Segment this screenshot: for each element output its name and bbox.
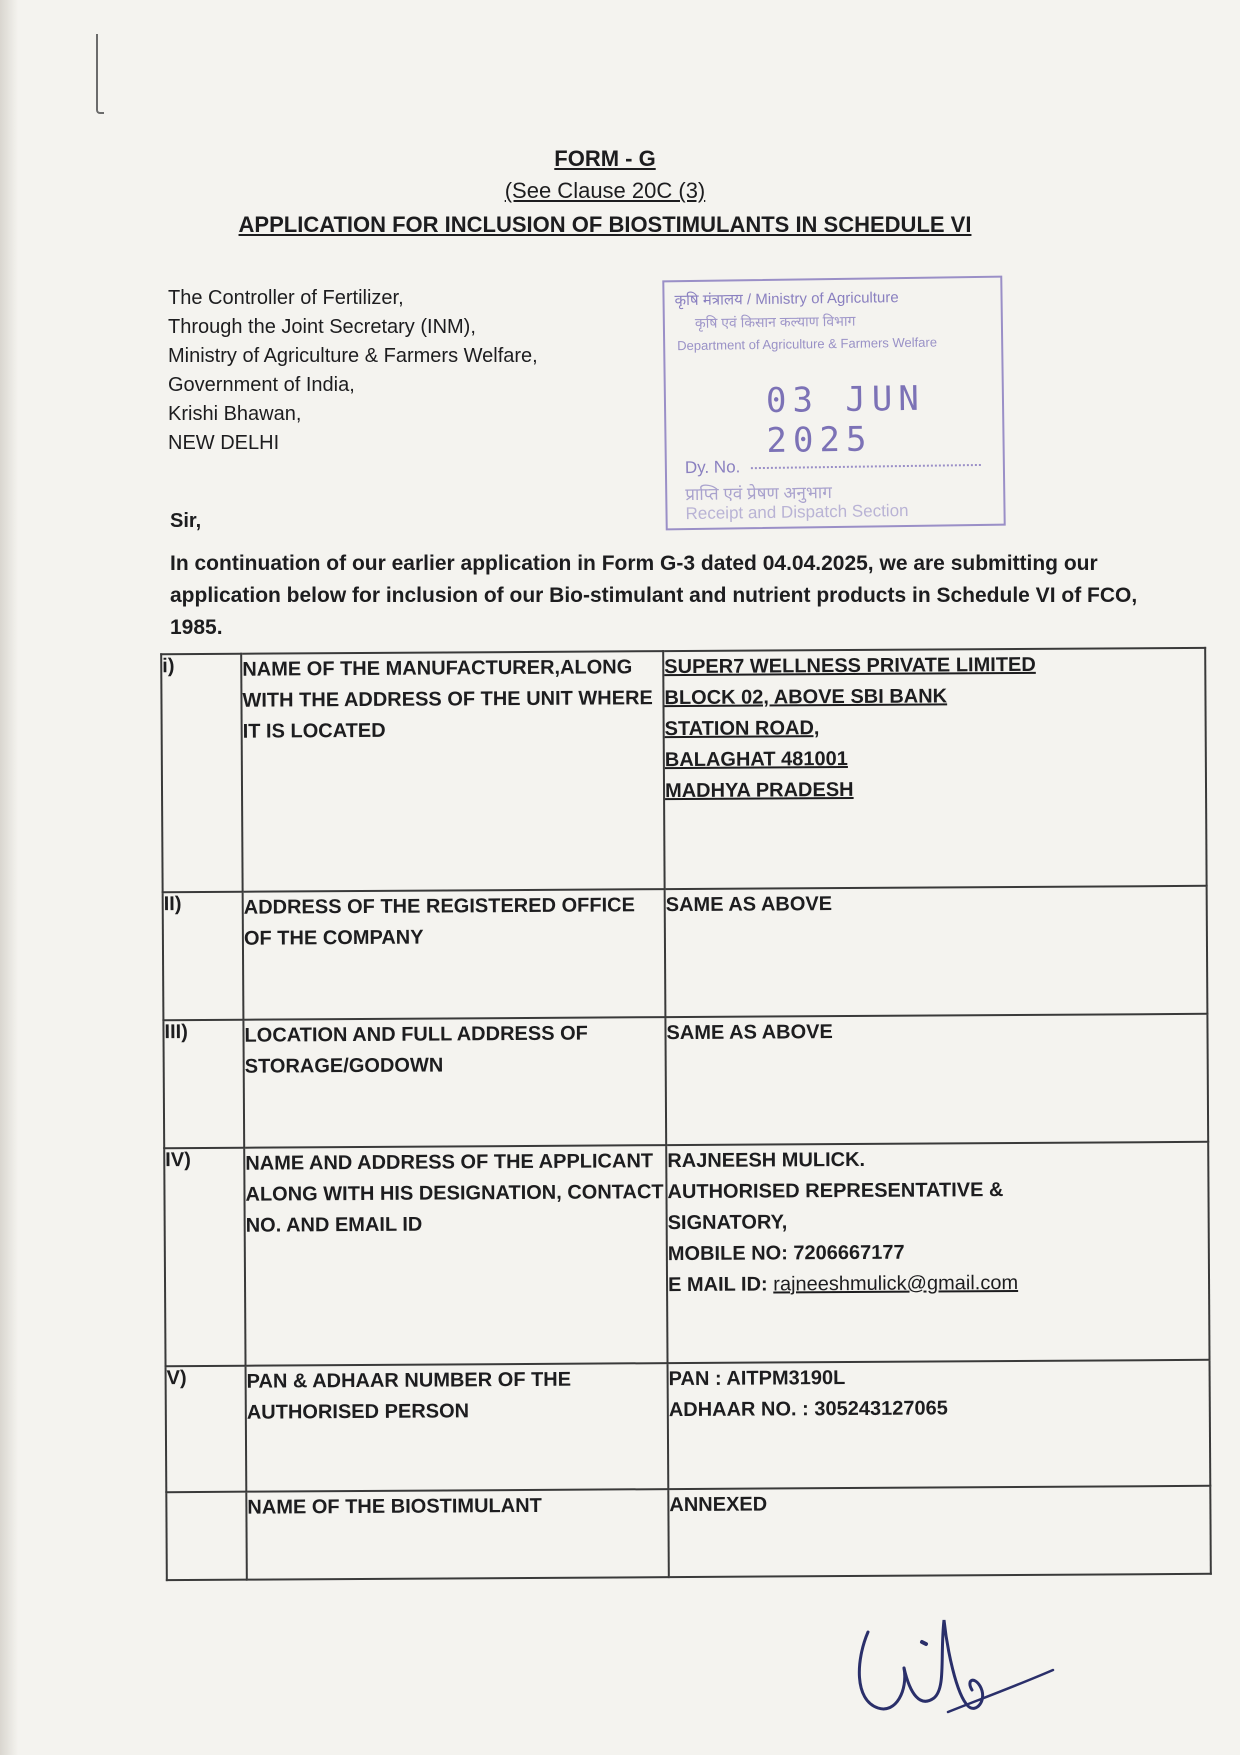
page-edge-shadow xyxy=(0,0,18,1755)
field-label: LOCATION AND FULL ADDRESS OF STORAGE/GODOWN xyxy=(243,1017,666,1148)
field-label: NAME OF THE MANUFACTURER,ALONG WITH THE ADDRESS OF THE UNIT WHERE IT IS LOCATED xyxy=(241,651,664,892)
addressee-line: Krishi Bhawan, xyxy=(168,403,302,425)
value-line: SUPER7 WELLNESS PRIVATE LIMITED xyxy=(664,653,1036,679)
field-value xyxy=(668,1360,1211,1489)
value-line: MOBILE NO: 7206667177 xyxy=(667,1241,905,1266)
row-number xyxy=(166,1492,247,1580)
table-row xyxy=(166,1486,1211,1580)
addressee-line: Ministry of Agriculture & Farmers Welfare, xyxy=(168,345,538,367)
application-table xyxy=(160,647,1212,1581)
table-row xyxy=(164,1142,1209,1366)
row-number: IV) xyxy=(164,1148,245,1366)
email-label: E MAIL ID: xyxy=(667,1273,768,1297)
email-link[interactable]: rajneeshmulick@gmail.com xyxy=(773,1271,1019,1296)
field-label: NAME AND ADDRESS OF THE APPLICANT ALONG WITH HIS DESIGNATION, CONTACT NO. AND EMAIL ID xyxy=(244,1145,667,1366)
value-line: STATION ROAD, xyxy=(664,717,820,741)
field-label: NAME OF THE BIOSTIMULANT xyxy=(246,1489,669,1580)
stamp-ministry: कृषि मंत्रालय / Ministry of Agriculture xyxy=(674,289,899,310)
email-line xyxy=(668,1267,1208,1301)
value-line: AUTHORISED REPRESENTATIVE & xyxy=(667,1179,1004,1204)
addressee-line: NEW DELHI xyxy=(168,432,280,454)
stamp-section-hindi: प्राप्ति एवं प्रेषण अनुभाग xyxy=(685,483,832,505)
handwritten-signature xyxy=(848,1590,1058,1730)
value-line: RAJNEESH MULICK. xyxy=(667,1148,866,1173)
value-line: BLOCK 02, ABOVE SBI BANK xyxy=(664,685,948,710)
field-value xyxy=(666,1142,1209,1363)
field-value: SAME AS ABOVE xyxy=(665,886,1208,1017)
addressee-line: The Controller of Fertilizer, xyxy=(168,287,404,309)
table-row xyxy=(161,648,1206,892)
value-line: SIGNATORY, xyxy=(667,1211,788,1235)
form-clause: (See Clause 20C (3) xyxy=(504,178,706,203)
table-row xyxy=(163,1014,1208,1148)
stamp-department-hindi: कृषि एवं किसान कल्याण विभाग xyxy=(694,312,856,331)
addressee-line: Through the Joint Secretary (INM), xyxy=(168,316,476,338)
table-row xyxy=(163,886,1208,1020)
stamp-date: 03 JUN 2025 xyxy=(765,378,926,461)
row-number: V) xyxy=(166,1366,247,1492)
staple-mark xyxy=(96,34,104,114)
value-line: MADHYA PRADESH xyxy=(664,778,854,803)
salutation: Sir, xyxy=(170,510,202,532)
stamp-dotted-line xyxy=(751,464,981,469)
row-number: III) xyxy=(163,1020,244,1148)
value-line: PAN : AITPM3190L xyxy=(668,1367,846,1391)
addressee-block xyxy=(168,284,538,458)
field-value xyxy=(663,648,1206,889)
field-value: ANNEXED xyxy=(668,1486,1211,1577)
receipt-stamp xyxy=(662,276,1005,531)
value-line: BALAGHAT 481001 xyxy=(664,748,848,772)
field-label: PAN & ADHAAR NUMBER OF THE AUTHORISED PERSON xyxy=(246,1363,669,1492)
value-line: ADHAAR NO. : 305243127065 xyxy=(668,1397,948,1422)
stamp-section: Receipt and Dispatch Section xyxy=(685,500,909,524)
form-title: FORM - G xyxy=(554,146,656,171)
form-subject: APPLICATION FOR INCLUSION OF BIOSTIMULANTS IN SCHEDULE VI xyxy=(238,212,972,237)
field-label: ADDRESS OF THE REGISTERED OFFICE OF THE COMPANY xyxy=(243,889,666,1020)
addressee-line: Government of India, xyxy=(168,374,355,396)
row-number: i) xyxy=(161,654,242,892)
intro-paragraph: In continuation of our earlier application in Form G-3 dated 04.04.2025, we are submitting our application below for inclusion of our Bio-stimulant and nutrient products in Schedule VI of FCO, 1985. xyxy=(170,552,1138,639)
stamp-department: Department of Agriculture & Farmers Welfare xyxy=(677,334,938,354)
row-number: II) xyxy=(163,892,244,1020)
field-value: SAME AS ABOVE xyxy=(665,1014,1208,1145)
table-row xyxy=(166,1360,1211,1492)
stamp-dy-label: Dy. No. xyxy=(684,457,741,478)
